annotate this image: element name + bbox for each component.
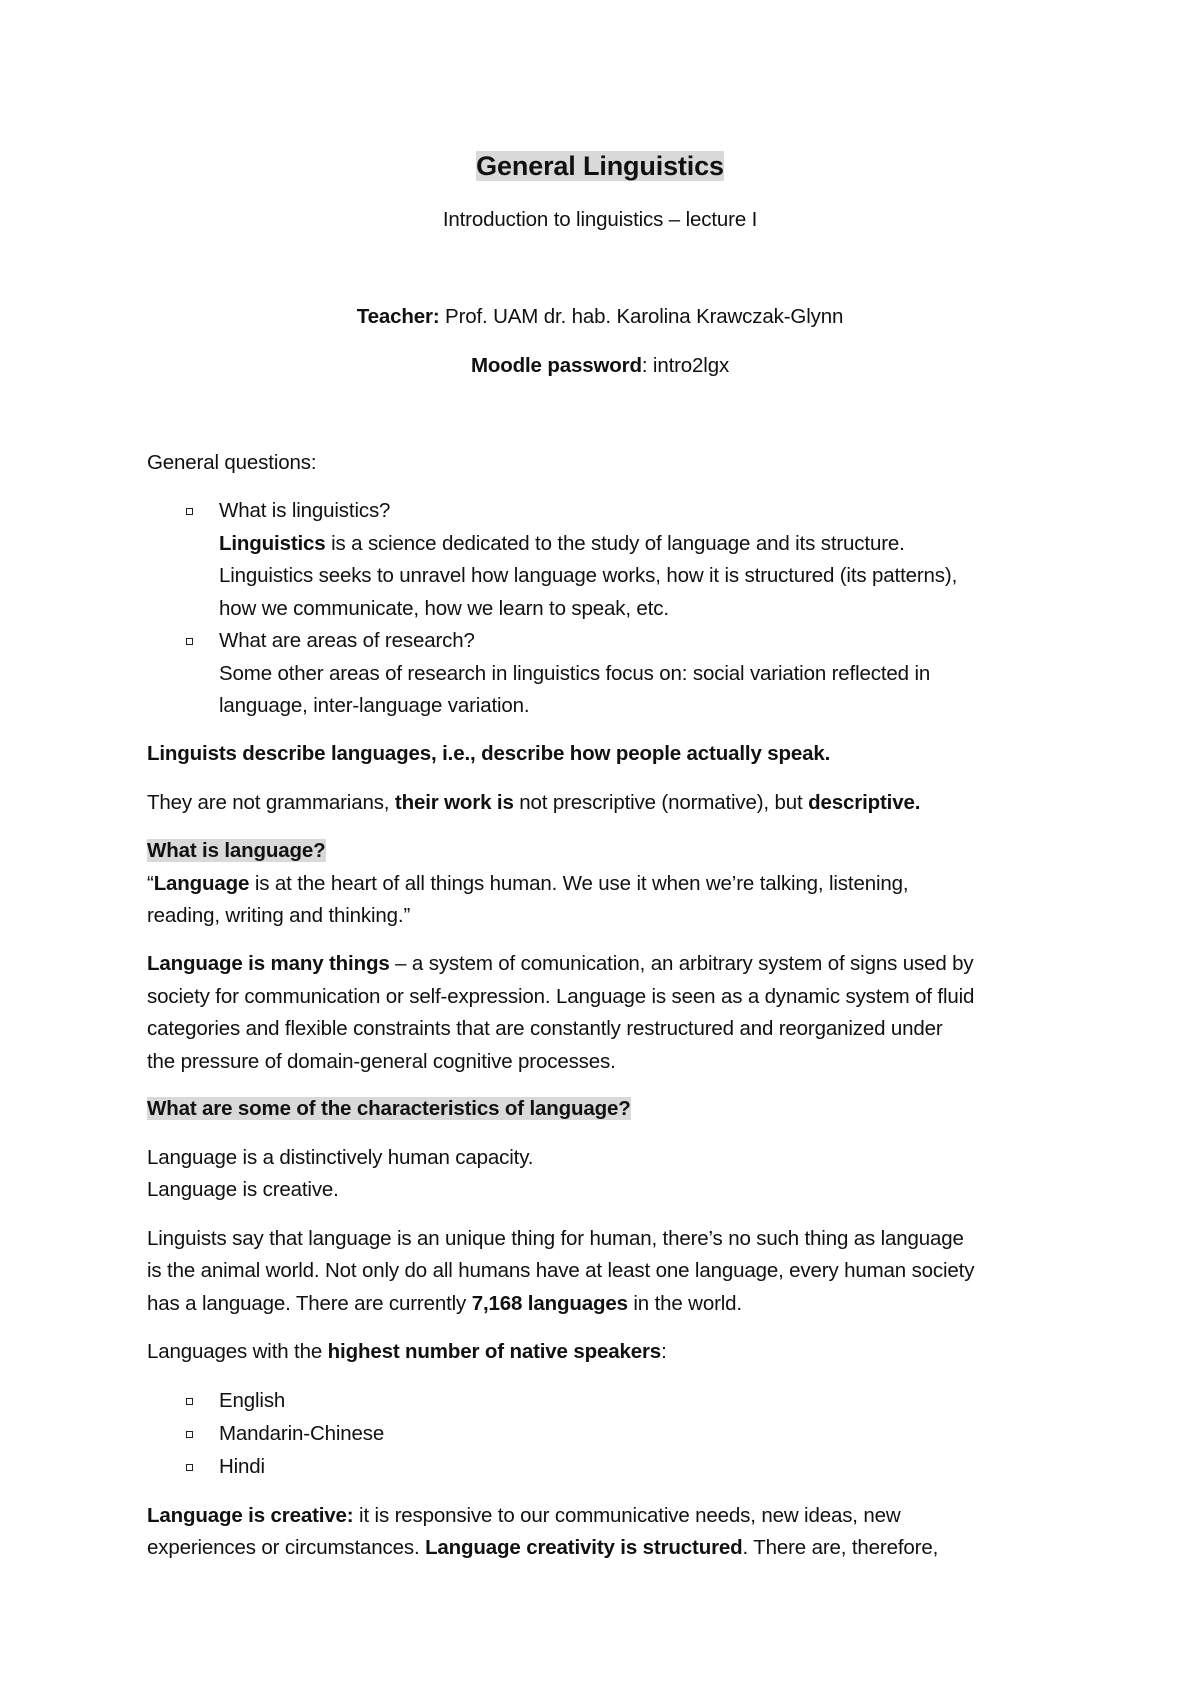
- creative-line-2: [147, 1534, 938, 1562]
- quote-open: “: [147, 872, 154, 895]
- teacher-name: Prof. UAM dr. hab. Karolina Krawczak-Glynn: [439, 305, 844, 328]
- question-2: What are areas of research?: [219, 629, 475, 652]
- password-value: : intro2lgx: [641, 354, 730, 377]
- answer-2-line-2: language, inter-language variation.: [219, 694, 530, 717]
- characteristic-1: Language is a distinctively human capacity.: [147, 1146, 534, 1169]
- speaker-language-3: Hindi: [219, 1455, 265, 1478]
- linguistics-term: Linguistics: [219, 532, 326, 555]
- doc-title: General Linguistics: [476, 151, 724, 181]
- creative-text-2a: experiences or circumstances.: [147, 1536, 426, 1559]
- answer-1-line-3: how we communicate, how we learn to speak, etc.: [219, 597, 669, 620]
- quote-line-2: reading, writing and thinking.”: [147, 904, 411, 927]
- speaker-language-2: Mandarin-Chinese: [219, 1422, 385, 1445]
- creative-bold: Language is creative:: [147, 1504, 354, 1527]
- password-line: [0, 352, 1200, 380]
- unique-para-text-b: in the world.: [627, 1292, 742, 1315]
- question-1: What is linguistics?: [219, 499, 391, 522]
- unique-para-line-2: is the animal world. Not only do all humans have at least one language, every human society: [147, 1259, 975, 1282]
- bullet-icon: [186, 1464, 193, 1471]
- many-things-line-1: [147, 950, 973, 978]
- answer-1-line-2: Linguistics seeks to unravel how language works, how it is structured (its patterns),: [219, 564, 958, 587]
- password-label: Moodle password: [470, 354, 642, 377]
- creative-text-2b: . There are, therefore,: [742, 1536, 939, 1559]
- answer-1-line-1: [219, 530, 905, 558]
- linguists-bold-2: descriptive.: [808, 791, 921, 814]
- speaker-language-1: English: [219, 1389, 286, 1412]
- unique-para-line-1: Linguists say that language is an unique thing for human, there’s no such thing as language: [147, 1227, 964, 1250]
- answer-1-line-1-text: is a science dedicated to the study of language and its structure.: [325, 532, 905, 555]
- answer-2-line-1: Some other areas of research in linguistics focus on: social variation reflected in: [219, 662, 931, 685]
- bullet-icon: [186, 508, 193, 515]
- what-is-language-heading-line: [147, 837, 326, 865]
- many-things-text-1: – a system of comunication, an arbitrary system of signs used by: [389, 952, 974, 975]
- speakers-intro: [147, 1338, 667, 1366]
- unique-para-text-a: has a language. There are currently: [147, 1292, 472, 1315]
- what-is-language-heading: What is language?: [147, 839, 326, 862]
- characteristics-heading: What are some of the characteristics of language?: [147, 1097, 631, 1120]
- linguists-bold-1: their work is: [394, 791, 514, 814]
- bullet-icon: [186, 1398, 193, 1405]
- quote-bold: Language: [153, 872, 250, 895]
- bullet-icon: [186, 1431, 193, 1438]
- teacher-label: Teacher:: [356, 305, 440, 328]
- many-things-line-4: the pressure of domain-general cognitive processes.: [147, 1050, 616, 1073]
- creative-line-1: [147, 1502, 901, 1530]
- many-things-line-2: society for communication or self-expression. Language is seen as a dynamic system of fluid: [147, 985, 975, 1008]
- characteristic-2: Language is creative.: [147, 1178, 339, 1201]
- linguists-text-2: not prescriptive (normative), but: [513, 791, 809, 814]
- quote-line-1: [147, 870, 908, 898]
- unique-para-line-3: [147, 1290, 742, 1318]
- many-things-bold: Language is many things: [147, 952, 390, 975]
- quote-text-1: is at the heart of all things human. We use it when we’re talking, listening,: [249, 872, 909, 895]
- doc-title-line: [0, 146, 1200, 186]
- general-questions-heading: General questions:: [147, 451, 317, 474]
- speakers-colon: :: [661, 1340, 667, 1363]
- speakers-intro-text: Languages with the: [147, 1340, 328, 1363]
- linguists-paragraph: [147, 789, 920, 817]
- linguists-text-1: They are not grammarians,: [147, 791, 395, 814]
- creative-text-1: it is responsive to our communicative needs, new ideas, new: [353, 1504, 901, 1527]
- creative-structured: Language creativity is structured: [425, 1536, 743, 1559]
- many-things-line-3: categories and flexible constraints that are constantly restructured and reorganized under: [147, 1017, 943, 1040]
- characteristics-heading-line: [147, 1095, 631, 1123]
- doc-subtitle: Introduction to linguistics – lecture I: [442, 208, 758, 231]
- teacher-line: [0, 303, 1200, 331]
- languages-count: 7,168 languages: [471, 1292, 628, 1315]
- speakers-bold: highest number of native speakers: [327, 1340, 662, 1363]
- linguists-statement: Linguists describe languages, i.e., describe how people actually speak.: [147, 742, 831, 765]
- bullet-icon: [186, 638, 193, 645]
